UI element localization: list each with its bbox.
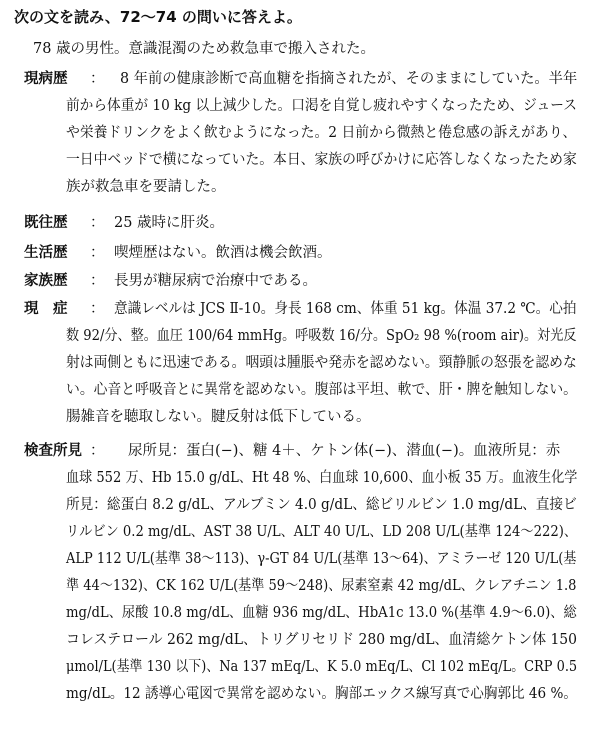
section-line: い。心音と呼吸音とに異常を認めない。腹部は平坦、軟で、肝・脾を触知しない。 (66, 382, 578, 398)
section-label: 現 症 (24, 301, 68, 317)
label-colon: ： (90, 273, 105, 289)
question-instruction: 次の文を読み、72～74 の問いに答えよ。 (14, 8, 302, 26)
section-line: 尿所見：蛋白(−)、糖 4＋、ケトン体(−)、潜血(−)。血液所見：赤 (128, 443, 561, 459)
section-label: 検査所見 (24, 443, 82, 459)
section-line: 所見：総蛋白 8.2 g/dL、アルブミン 4.0 g/dL、総ビリルビン 1.0 mg/dL、直接ビ (66, 497, 577, 513)
section-label: 生活歴 (24, 245, 68, 261)
section-line: μmol/L(基準 130 以下)、Na 137 mEq/L、K 5.0 mEq/L、Cl 102 mEq/L。CRP 0.5 (66, 659, 578, 675)
section-line: 血球 552 万、Hb 15.0 g/dL、Ht 48 %、白血球 10,600、血小板 35 万。血液生化学 (66, 470, 578, 486)
section-line: ALP 112 U/L(基準 38～113)、γ-GT 84 U/L(基準 13～64)、アミラーゼ 120 U/L(基 (66, 551, 577, 567)
section-line: 族が救急車を要請した。 (66, 179, 226, 195)
section-line: 長男が糖尿病で治療中である。 (114, 273, 317, 289)
section-label: 家族歴 (24, 273, 68, 289)
section-line: リルビン 0.2 mg/dL、AST 38 U/L、ALT 40 U/L、LD 208 U/L(基準 124～222)、 (66, 524, 578, 540)
section-line: 数 92/分、整。血圧 100/64 mmHg。呼吸数 16/分。SpO₂ 98 %(room air)。対光反 (66, 328, 577, 344)
label-colon: ： (90, 71, 105, 87)
section-line: 8 年前の健康診断で高血糖を指摘されたが、そのままにしていた。半年 (120, 71, 578, 87)
section-line: 喫煙歴はない。飲酒は機会飲酒。 (114, 245, 332, 261)
section-line: 25 歳時に肝炎。 (114, 215, 225, 231)
section-line: mg/dL。12 誘導心電図で異常を認めない。胸部エックス線写真で心胸郭比 46 %。 (66, 686, 577, 702)
section-line: 準 44～132)、CK 162 U/L(基準 59～248)、尿素窒素 42 mg/dL、クレアチニン 1.8 (66, 578, 577, 594)
patient-summary: 78 歳の男性。意識混濁のため救急車で搬入された。 (33, 41, 376, 57)
label-colon: ： (90, 443, 105, 459)
section-label: 現病歴 (24, 71, 68, 87)
section-line: 前から体重が 10 kg 以上減少した。口渇を自覚し疲れやすくなったため、ジュース (66, 98, 577, 114)
section-line: 腸雑音を聴取しない。腱反射は低下している。 (66, 409, 371, 425)
section-line: 射は両側ともに迅速である。咽頭は腫脹や発赤を認めない。頸静脈の怒張を認めな (66, 355, 577, 371)
section-label: 既往歴 (24, 215, 68, 231)
label-colon: ： (90, 301, 105, 317)
label-colon: ： (90, 215, 105, 231)
section-line: や栄養ドリンクをよく飲むようになった。2 日前から微熱と倦怠感の訴えがあり、 (66, 125, 577, 141)
section-line: mg/dL、尿酸 10.8 mg/dL、血糖 936 mg/dL、HbA1c 13.0 %(基準 4.9～6.0)、総 (66, 605, 577, 621)
label-colon: ： (90, 245, 105, 261)
section-line: 一日中ベッドで横になっていた。本日、家族の呼びかけに応答しなくなったため家 (66, 152, 577, 168)
section-line: 意識レベルは JCS Ⅱ-10。身長 168 cm、体重 51 kg。体温 37.2 ℃。心拍 (114, 301, 577, 317)
section-line: コレステロール 262 mg/dL、トリグリセリド 280 mg/dL、血清総ケトン体 150 (66, 632, 578, 648)
